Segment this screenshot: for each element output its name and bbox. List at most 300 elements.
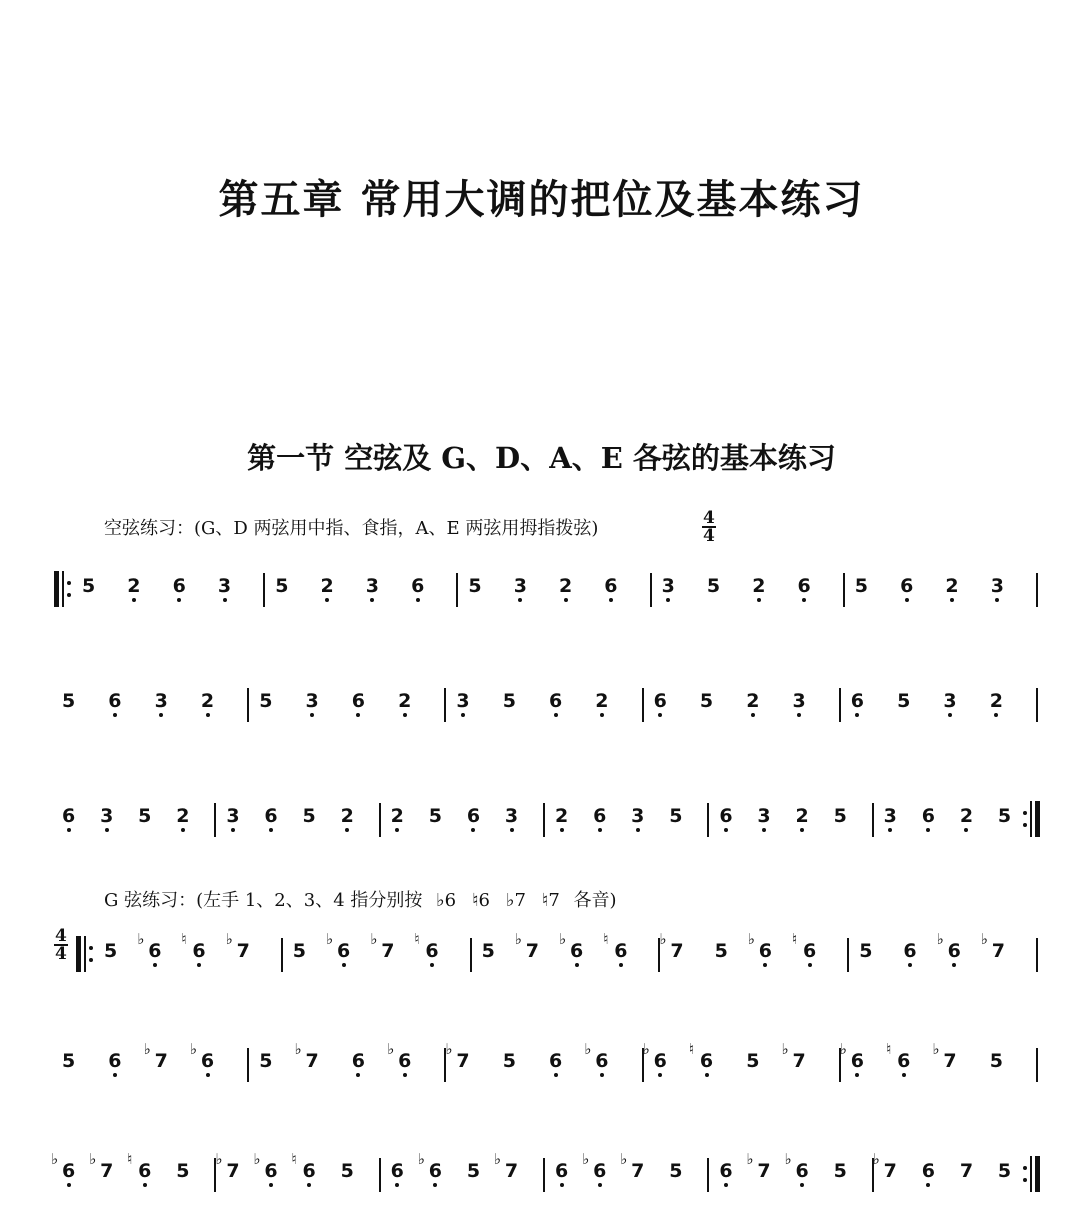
natural-sign: ♮	[688, 1040, 695, 1058]
jianpu-note	[839, 1040, 865, 1092]
barline	[281, 938, 283, 972]
low-octave-dot	[356, 713, 360, 717]
note-digit: 2	[398, 690, 412, 712]
jianpu-note	[429, 805, 442, 847]
note-digit: 5	[714, 940, 728, 962]
jianpu-note	[82, 575, 95, 617]
low-octave-dot	[113, 713, 117, 717]
jianpu-note	[752, 575, 765, 617]
jianpu-note	[620, 1150, 645, 1202]
jianpu-note	[275, 575, 288, 617]
note-digit: 3	[990, 575, 1004, 597]
low-octave-dot	[797, 713, 801, 717]
barline	[379, 803, 381, 837]
flat-sign: ♭	[584, 1040, 592, 1058]
jianpu-note	[138, 805, 151, 847]
note-digit: 5	[82, 575, 96, 597]
note-digit: 5	[468, 575, 482, 597]
barline	[1036, 938, 1038, 972]
note-digit: 3	[757, 805, 771, 827]
jianpu-note	[707, 575, 720, 617]
note-digit: 3	[631, 805, 645, 827]
low-octave-dot	[132, 598, 136, 602]
flat-sign: ♭	[417, 1150, 425, 1168]
flat-sign: ♭	[445, 1040, 453, 1058]
jianpu-note	[352, 690, 365, 732]
jianpu-note	[900, 575, 913, 617]
low-octave-dot	[757, 598, 761, 602]
jianpu-note	[549, 690, 562, 732]
time-sig-bottom: 4	[55, 944, 67, 964]
jianpu-note	[456, 690, 469, 732]
flat-sign: ♭	[189, 1040, 197, 1058]
low-octave-dot	[560, 1183, 564, 1187]
jianpu-note	[226, 805, 239, 847]
low-octave-dot	[762, 828, 766, 832]
note-digit: 5	[259, 690, 273, 712]
jianpu-note	[851, 690, 864, 732]
note-digit: 5	[746, 1050, 760, 1072]
low-octave-dot	[666, 598, 670, 602]
note-digit: 7	[154, 1050, 168, 1072]
jianpu-note	[659, 930, 684, 982]
jianpu-note	[555, 805, 568, 847]
low-octave-dot	[908, 963, 912, 967]
note-digit: 6	[62, 805, 76, 827]
jianpu-note	[834, 1160, 847, 1202]
jianpu-note	[417, 1150, 442, 1202]
barline	[543, 803, 545, 837]
note-digit: 6	[699, 1050, 714, 1072]
jianpu-note	[945, 575, 958, 617]
jianpu-note	[855, 575, 868, 617]
low-octave-dot	[416, 598, 420, 602]
low-octave-dot	[307, 1183, 311, 1187]
note-digit: 6	[192, 940, 206, 962]
flat-sign: ♭	[659, 930, 667, 948]
note-digit: 5	[275, 575, 289, 597]
instruction-note: ♮7	[541, 890, 560, 911]
jianpu-note	[215, 1150, 240, 1202]
note-digit: 6	[653, 690, 667, 712]
low-octave-dot	[609, 598, 613, 602]
note-digit: 2	[127, 575, 141, 597]
low-octave-dot	[598, 1183, 602, 1187]
jianpu-note	[391, 1160, 404, 1202]
jianpu-note	[746, 690, 759, 732]
barline	[543, 1158, 545, 1192]
barline	[456, 573, 458, 607]
flat-sign: ♭	[225, 930, 233, 948]
note-digit: 6	[797, 575, 811, 597]
barline	[707, 1158, 709, 1192]
low-octave-dot	[705, 1073, 709, 1077]
note-digit: 2	[555, 805, 569, 827]
jianpu-note	[264, 805, 277, 847]
low-octave-dot	[855, 1073, 859, 1077]
jianpu-note	[468, 575, 481, 617]
jianpu-note	[669, 805, 682, 847]
section-title: 第一节 空弦及 G、D、A、E 各弦的基本练习	[247, 441, 836, 475]
note-digit: 5	[897, 690, 911, 712]
jianpu-note	[990, 1050, 1003, 1092]
jianpu-note	[253, 1150, 278, 1202]
natural-sign: ♮	[603, 930, 609, 948]
flat-sign: ♭	[746, 1150, 754, 1168]
note-digit: 2	[320, 575, 334, 597]
jianpu-note	[291, 1150, 316, 1202]
barline	[247, 688, 249, 722]
jianpu-note	[306, 690, 319, 732]
note-digit: 6	[850, 690, 865, 712]
jianpu-note	[903, 940, 916, 982]
low-octave-dot	[310, 713, 314, 717]
low-octave-dot	[598, 828, 602, 832]
note-digit: 2	[559, 575, 573, 597]
jianpu-note	[990, 690, 1003, 732]
note-digit: 2	[989, 690, 1003, 712]
flat-sign: ♭	[747, 930, 755, 948]
note-digit: 5	[481, 940, 495, 962]
note-digit: 6	[549, 690, 563, 712]
jianpu-note	[127, 1150, 152, 1202]
barline	[1036, 1048, 1038, 1082]
jianpu-note	[784, 1150, 809, 1202]
note-digit: 3	[365, 575, 380, 597]
low-octave-dot	[403, 713, 407, 717]
barline	[650, 573, 652, 607]
open-string-time-signature	[702, 510, 716, 544]
note-digit: 7	[381, 940, 395, 962]
note-digit: 5	[62, 690, 76, 712]
jianpu-note	[155, 690, 168, 732]
note-digit: 6	[200, 1050, 215, 1072]
note-digit: 6	[719, 1160, 733, 1182]
jianpu-note	[321, 575, 334, 617]
jianpu-note	[89, 1150, 114, 1202]
low-octave-dot	[345, 828, 349, 832]
flat-sign: ♭	[253, 1150, 261, 1168]
low-octave-dot	[105, 828, 109, 832]
low-octave-dot	[952, 963, 956, 967]
jianpu-note	[998, 1160, 1011, 1202]
low-octave-dot	[800, 828, 804, 832]
natural-sign: ♮	[291, 1150, 297, 1168]
jianpu-note	[688, 1040, 714, 1092]
barline	[843, 573, 845, 607]
note-digit: 6	[921, 1160, 935, 1182]
flat-sign: ♭	[294, 1040, 302, 1058]
jianpu-note	[366, 575, 379, 617]
note-digit: 3	[305, 690, 319, 712]
jianpu-note	[715, 940, 728, 982]
low-octave-dot	[269, 828, 273, 832]
note-digit: 5	[854, 575, 869, 597]
low-octave-dot	[994, 713, 998, 717]
jianpu-note	[467, 805, 480, 847]
note-digit: 3	[661, 575, 675, 597]
note-digit: 3	[456, 690, 470, 712]
flat-sign: ♭	[620, 1150, 628, 1168]
note-digit: 6	[549, 1050, 563, 1072]
jianpu-note	[370, 930, 395, 982]
jianpu-note	[593, 805, 606, 847]
barline	[263, 573, 265, 607]
jianpu-note	[391, 805, 404, 847]
jianpu-note	[662, 575, 675, 617]
barline	[642, 688, 644, 722]
note-digit: 3	[226, 805, 240, 827]
low-octave-dot	[471, 828, 475, 832]
g-string-instruction	[104, 886, 617, 912]
jianpu-note	[259, 690, 272, 732]
note-digit: 6	[900, 575, 914, 597]
low-octave-dot	[619, 963, 623, 967]
jianpu-note	[303, 805, 316, 847]
jianpu-note	[445, 1040, 470, 1092]
note-digit: 6	[803, 940, 817, 962]
low-octave-dot	[113, 1073, 117, 1077]
repeat-start-sign	[54, 571, 74, 607]
jianpu-note	[998, 805, 1011, 847]
time-sig-top: 4	[55, 926, 67, 946]
note-digit: 2	[945, 575, 959, 597]
jianpu-note	[414, 930, 439, 982]
low-octave-dot	[926, 1183, 930, 1187]
low-octave-dot	[926, 828, 930, 832]
low-octave-dot	[430, 963, 434, 967]
jianpu-note	[225, 930, 250, 982]
jianpu-note	[792, 930, 817, 982]
note-digit: 2	[959, 805, 974, 827]
jianpu-note	[218, 575, 231, 617]
note-digit: 7	[757, 1160, 771, 1182]
jianpu-note	[793, 690, 806, 732]
jianpu-note	[493, 1150, 519, 1202]
note-digit: 5	[104, 940, 118, 962]
jianpu-note	[293, 940, 306, 982]
jianpu-note	[922, 1160, 935, 1202]
note-digit: 5	[466, 1160, 481, 1182]
barline	[379, 1158, 381, 1192]
chapter-title: 第五章 常用大调的把位及基本练习	[218, 176, 865, 223]
note-digit: 6	[411, 575, 425, 597]
natural-sign: ♮	[127, 1150, 133, 1168]
jianpu-note	[781, 1040, 806, 1092]
natural-sign: ♮	[414, 930, 420, 948]
g-string-instruction-prefix: G 弦练习：(左手 1、2、3、4 指分别按	[104, 890, 423, 911]
barline	[707, 803, 709, 837]
jianpu-note	[943, 690, 956, 732]
note-digit: 6	[921, 805, 935, 827]
jianpu-note	[932, 1040, 957, 1092]
jianpu-note	[108, 1050, 121, 1092]
low-octave-dot	[269, 1183, 273, 1187]
jianpu-note	[746, 1050, 759, 1092]
jianpu-note	[642, 1040, 667, 1092]
note-digit: 3	[513, 575, 527, 597]
note-digit: 2	[795, 805, 809, 827]
low-octave-dot	[518, 598, 522, 602]
note-digit: 5	[706, 575, 721, 597]
flat-sign: ♭	[784, 1150, 792, 1168]
note-digit: 5	[669, 805, 683, 827]
jianpu-note	[505, 805, 518, 847]
low-octave-dot	[143, 1183, 147, 1187]
jianpu-note	[127, 575, 140, 617]
note-digit: 6	[850, 1050, 865, 1072]
flat-sign: ♭	[51, 1150, 59, 1168]
jianpu-note	[897, 690, 910, 732]
jianpu-note	[62, 690, 75, 732]
note-digit: 5	[292, 940, 307, 962]
repeat-end-sign	[1020, 801, 1040, 837]
low-octave-dot	[751, 713, 755, 717]
jianpu-note	[352, 1050, 365, 1092]
note-digit: 6	[302, 1160, 316, 1182]
jianpu-note	[326, 930, 351, 982]
time-sig-bottom: 4	[703, 526, 715, 546]
jianpu-note	[181, 930, 206, 982]
note-digit: 6	[148, 940, 162, 962]
open-string-instruction: 空弦练习：(G、D 两弦用中指、食指，A、E 两弦用拇指拨弦)	[104, 518, 599, 539]
jianpu-note	[700, 690, 713, 732]
note-digit: 6	[466, 805, 481, 827]
flat-sign: ♭	[582, 1150, 590, 1168]
low-octave-dot	[575, 963, 579, 967]
low-octave-dot	[223, 598, 227, 602]
low-octave-dot	[67, 828, 71, 832]
low-octave-dot	[724, 828, 728, 832]
note-digit: 6	[653, 1050, 667, 1072]
low-octave-dot	[206, 1073, 210, 1077]
low-octave-dot	[554, 713, 558, 717]
natural-sign: ♮	[181, 930, 187, 948]
barline	[1036, 688, 1038, 722]
barline	[470, 938, 472, 972]
note-digit: 3	[217, 575, 232, 597]
low-octave-dot	[802, 598, 806, 602]
note-digit: 2	[176, 805, 190, 827]
note-digit: 6	[897, 1050, 911, 1072]
note-digit: 6	[719, 805, 733, 827]
flat-sign: ♭	[370, 930, 378, 948]
note-digit: 6	[614, 940, 628, 962]
low-octave-dot	[395, 828, 399, 832]
note-digit: 6	[398, 1050, 412, 1072]
note-digit: 5	[259, 1050, 273, 1072]
low-octave-dot	[153, 963, 157, 967]
time-sig-top: 4	[703, 508, 715, 528]
jianpu-note	[884, 805, 897, 847]
barline	[839, 688, 841, 722]
jianpu-note	[549, 1050, 562, 1092]
note-digit: 7	[504, 1160, 519, 1182]
low-octave-dot	[855, 713, 859, 717]
jianpu-note	[104, 940, 117, 982]
note-digit: 6	[108, 1050, 122, 1072]
jianpu-note	[980, 930, 1006, 982]
low-octave-dot	[461, 713, 465, 717]
barline	[214, 803, 216, 837]
jianpu-note	[669, 1160, 682, 1202]
barline	[247, 1048, 249, 1082]
note-digit: 6	[425, 940, 439, 962]
jianpu-note	[796, 805, 809, 847]
note-digit: 3	[943, 690, 957, 712]
low-octave-dot	[554, 1073, 558, 1077]
flat-sign: ♭	[781, 1040, 789, 1058]
jianpu-note	[176, 805, 189, 847]
instruction-note: ♭7	[505, 890, 526, 911]
low-octave-dot	[600, 1073, 604, 1077]
low-octave-dot	[206, 713, 210, 717]
note-digit: 7	[670, 940, 684, 962]
g-string-time-signature	[54, 928, 68, 962]
jianpu-note	[137, 930, 162, 982]
flat-sign: ♭	[143, 1040, 151, 1058]
jianpu-note	[747, 930, 773, 982]
low-octave-dot	[658, 1073, 662, 1077]
note-digit: 5	[502, 1050, 516, 1072]
low-octave-dot	[67, 1183, 71, 1187]
note-digit: 5	[989, 1050, 1003, 1072]
note-digit: 2	[390, 805, 404, 827]
jianpu-note	[922, 805, 935, 847]
note-digit: 6	[264, 1160, 278, 1182]
note-digit: 7	[883, 1160, 897, 1182]
jianpu-note	[411, 575, 424, 617]
jianpu-note	[143, 1040, 168, 1092]
flat-sign: ♭	[936, 930, 944, 948]
note-digit: 7	[959, 1160, 974, 1182]
repeat-start-sign	[76, 936, 96, 972]
note-digit: 2	[340, 805, 354, 827]
jianpu-note	[654, 690, 667, 732]
low-octave-dot	[888, 828, 892, 832]
jianpu-note	[173, 575, 186, 617]
jianpu-note	[108, 690, 121, 732]
note-digit: 5	[833, 805, 847, 827]
jianpu-note	[746, 1150, 771, 1202]
note-digit: 5	[138, 805, 152, 827]
jianpu-note	[514, 930, 540, 982]
jianpu-note	[62, 1050, 75, 1092]
jianpu-note	[604, 575, 617, 617]
note-digit: 6	[337, 940, 351, 962]
note-digit: 3	[100, 805, 114, 827]
note-digit: 6	[758, 940, 773, 962]
note-digit: 5	[302, 805, 316, 827]
note-digit: 7	[100, 1160, 114, 1182]
jianpu-note	[294, 1040, 319, 1092]
note-digit: 5	[340, 1160, 354, 1182]
flat-sign: ♭	[839, 1040, 847, 1058]
jianpu-note	[631, 805, 644, 847]
low-octave-dot	[905, 598, 909, 602]
jianpu-note	[834, 805, 847, 847]
note-digit: 6	[593, 805, 607, 827]
low-octave-dot	[658, 713, 662, 717]
flat-sign: ♭	[89, 1150, 97, 1168]
low-octave-dot	[763, 963, 767, 967]
g-string-instruction-notes	[428, 890, 568, 911]
note-digit: 5	[699, 690, 714, 712]
jianpu-note	[398, 690, 411, 732]
jianpu-note	[341, 1160, 354, 1202]
jianpu-note	[559, 575, 572, 617]
note-digit: 6	[604, 575, 618, 597]
